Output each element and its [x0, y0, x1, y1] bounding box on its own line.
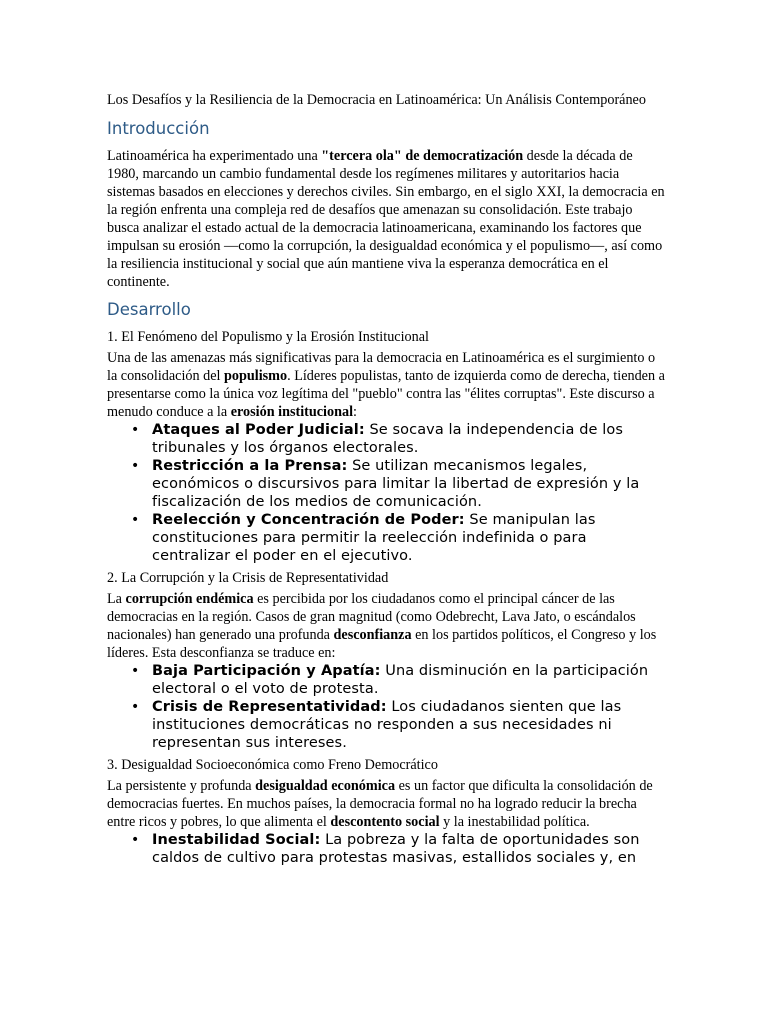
section-2-list: [107, 662, 665, 752]
list-item-bold: Crisis de Representatividad:: [152, 699, 387, 715]
s2-text-c: es percibida por los ciudadanos como el principal cáncer de las democracias en la región. Casos de gran magnitud (como Odebrecht, Lava Jato, o escándalos nacionales) han generado una profunda: [107, 591, 636, 643]
s3-text-bold-2: descontento social: [330, 814, 440, 830]
section-1-paragraph: [107, 349, 665, 421]
list-item-bold: Inestabilidad Social:: [152, 832, 321, 848]
section-3-paragraph: [107, 777, 665, 831]
list-item: [152, 662, 665, 698]
s3-text-bold-1: desigualdad económica: [255, 778, 396, 794]
list-item-bold: Reelección y Concentración de Poder:: [152, 512, 465, 528]
list-item-text: Se manipulan las constituciones para permitir la reelección indefinida o para centralizar el poder en el ejecutivo.: [152, 512, 596, 564]
list-item-text: Se utilizan mecanismos legales, económicos o discursivos para limitar la libertad de expresión y la fiscalización de los medios de comunicación.: [152, 458, 640, 510]
intro-paragraph: [107, 147, 665, 291]
section-3-title: 3. Desigualdad Socioeconómica como Freno Democrático: [107, 757, 438, 773]
intro-text-c: desde la década de 1980, marcando un cambio fundamental desde los regímenes militares y autoritarios hacia sistemas basados en elecciones y derechos civiles. Sin embargo, en el siglo XXI, la democracia en la región enfrenta una compleja red de desafíos que amenazan su consolidación. Este trabajo busca analizar el estado actual de la democracia latinoamericana, examinando los factores que impulsan su erosión —como la corrupción, la desigualdad económica y el populismo—, así como la resiliencia institucional y social que aún mantiene viva la esperanza democrática en el continente.: [107, 148, 665, 290]
document-title: Los Desafíos y la Resiliencia de la Democracia en Latinoamérica: Un Análisis Contemporáneo: [107, 92, 646, 108]
section-1-title: 1. El Fenómeno del Populismo y la Erosión Institucional: [107, 329, 429, 345]
list-item: [152, 457, 665, 511]
list-item: [152, 698, 665, 752]
section-1-list: [107, 421, 665, 565]
list-item-bold: Baja Participación y Apatía:: [152, 663, 381, 679]
s2-text-e: en los partidos políticos, el Congreso y los líderes. Esta desconfianza se traduce en:: [107, 627, 657, 661]
s2-text-a: La: [107, 591, 126, 607]
list-item: [152, 831, 665, 867]
list-item: [152, 511, 665, 565]
s2-text-bold-2: desconfianza: [333, 627, 412, 643]
list-item-text: Se socava la independencia de los tribunales y los órganos electorales.: [152, 422, 624, 456]
list-item-text: Los ciudadanos sienten que las instituciones democráticas no responden a sus necesidades ni representan sus intereses.: [152, 699, 622, 751]
s1-text-a: Una de las amenazas más significativas para la democracia en Latinoamérica es el surgimiento o la consolidación del: [107, 350, 656, 384]
document-page: [107, 91, 665, 871]
s1-text-bold-2: erosión institucional: [230, 404, 354, 420]
list-item: [152, 421, 665, 457]
s2-text-bold-1: corrupción endémica: [125, 591, 254, 607]
list-item-bold: Restricción a la Prensa:: [152, 458, 348, 474]
section-3-list: [107, 831, 665, 867]
intro-heading: Introducción: [107, 119, 210, 138]
intro-text-a: Latinoamérica ha experimentado una: [107, 148, 322, 164]
list-item-text: La pobreza y la falta de oportunidades son caldos de cultivo para protestas masivas, estallidos sociales y, en: [152, 832, 640, 866]
s3-text-c: es un factor que dificulta la consolidación de democracias fuertes. En muchos países, la democracia formal no ha logrado reducir la brecha entre ricos y pobres, lo que alimenta el: [107, 778, 653, 830]
s3-text-a: La persistente y profunda: [107, 778, 256, 794]
s1-text-e: :: [353, 404, 357, 420]
section-2-title: 2. La Corrupción y la Crisis de Representatividad: [107, 570, 389, 586]
development-heading: Desarrollo: [107, 300, 191, 319]
intro-text-bold: "tercera ola" de democratización: [321, 148, 524, 164]
s1-text-bold-1: populismo: [224, 368, 288, 384]
list-item-text: Una disminución en la participación electoral o el voto de protesta.: [152, 663, 649, 697]
s1-text-c: . Líderes populistas, tanto de izquierda como de derecha, tienden a presentarse como la única voz legítima del "pueblo" contra las "élites corruptas". Este discurso a menudo conduce a la: [107, 368, 665, 420]
s3-text-e: y la inestabilidad política.: [439, 814, 590, 830]
section-2-paragraph: [107, 590, 665, 662]
list-item-bold: Ataques al Poder Judicial:: [152, 422, 365, 438]
